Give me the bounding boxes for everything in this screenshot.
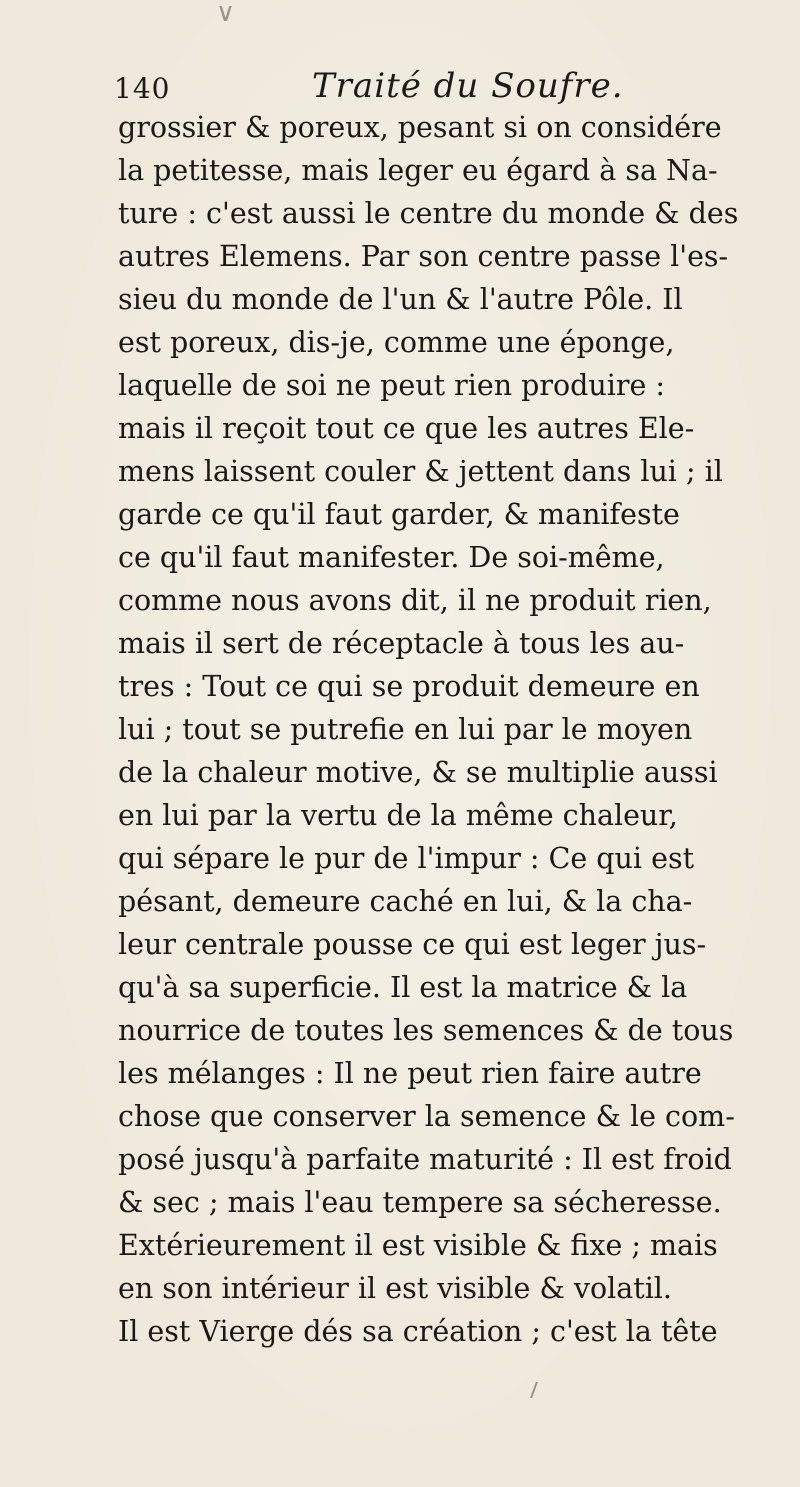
text-line-19: pésant, demeure caché en lui, & la cha- bbox=[118, 885, 693, 918]
text-line-13: mais il sert de réceptacle à tous les au- bbox=[118, 627, 685, 660]
text-line-25: posé jusqu'à parfaite maturité : Il est froid bbox=[118, 1143, 732, 1176]
page-fold-mark: ∨ bbox=[216, 0, 236, 28]
text-line-6: est poreux, dis-je, comme une éponge, bbox=[118, 326, 675, 359]
text-line-24: chose que conserver la semence & le com- bbox=[118, 1100, 735, 1133]
text-line-15: lui ; tout se putrefie en lui par le moyen bbox=[118, 713, 693, 746]
text-line-5: sieu du monde de l'un & l'autre Pôle. Il bbox=[118, 283, 683, 316]
text-line-27: Extérieurement il est visible & fixe ; mais bbox=[118, 1229, 718, 1262]
text-line-9: mens laissent couler & jettent dans lui ; il bbox=[118, 455, 723, 488]
text-line-7: laquelle de soi ne peut rien produire : bbox=[118, 369, 666, 402]
text-line-22: nourrice de toutes les semences & de tous bbox=[118, 1014, 734, 1047]
text-line-18: qui sépare le pur de l'impur : Ce qui est bbox=[118, 842, 695, 875]
text-line-3: ture : c'est aussi le centre du monde & des bbox=[118, 197, 739, 230]
text-line-29: Il est Vierge dés sa création ; c'est la tête bbox=[118, 1315, 718, 1348]
text-line-10: garde ce qu'il faut garder, & manifeste bbox=[118, 498, 680, 531]
text-line-14: tres : Tout ce qui se produit demeure en bbox=[118, 670, 700, 703]
text-line-20: leur centrale pousse ce qui est leger jus- bbox=[118, 928, 707, 961]
body-text bbox=[118, 106, 758, 1353]
text-line-17: en lui par la vertu de la même chaleur, bbox=[118, 799, 678, 832]
stray-pen-mark bbox=[530, 1382, 546, 1398]
text-line-23: les mélanges : Il ne peut rien faire autre bbox=[118, 1057, 702, 1090]
page-number: 140 bbox=[114, 72, 171, 105]
text-line-8: mais il reçoit tout ce que les autres Ele- bbox=[118, 412, 695, 445]
running-title: Traité du Soufre. bbox=[312, 66, 624, 106]
text-line-12: comme nous avons dit, il ne produit rien, bbox=[118, 584, 712, 617]
text-line-1: grossier & poreux, pesant si on considére bbox=[118, 111, 722, 144]
text-line-4: autres Elemens. Par son centre passe l'es- bbox=[118, 240, 729, 273]
text-line-28: en son intérieur il est visible & volatil. bbox=[118, 1272, 672, 1305]
text-line-16: de la chaleur motive, & se multiplie aussi bbox=[118, 756, 718, 789]
text-line-26: & sec ; mais l'eau tempere sa sécheresse. bbox=[118, 1186, 722, 1219]
text-line-21: qu'à sa superficie. Il est la matrice & la bbox=[118, 971, 688, 1004]
text-line-11: ce qu'il faut manifester. De soi-même, bbox=[118, 541, 665, 574]
text-line-2: la petitesse, mais leger eu égard à sa Na- bbox=[118, 154, 718, 187]
